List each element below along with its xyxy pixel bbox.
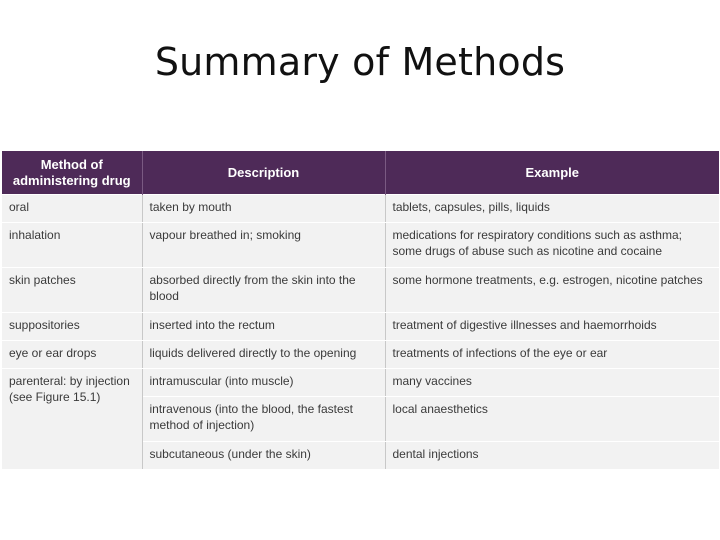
example-cell: dental injections [385, 442, 719, 470]
description-cell: inserted into the rectum [142, 313, 385, 341]
method-cell: suppositories [2, 313, 142, 341]
method-cell: parenteral: by injection (see Figure 15.1) [2, 369, 142, 470]
method-cell: inhalation [2, 223, 142, 268]
method-cell: eye or ear drops [2, 341, 142, 369]
header-description: Description [142, 151, 385, 195]
description-cell: intramuscular (into muscle) [142, 369, 385, 397]
example-cell: some hormone treatments, e.g. estrogen, nicotine patches [385, 268, 719, 313]
header-example: Example [385, 151, 719, 195]
header-method: Method of administering drug [2, 151, 142, 195]
description-cell: vapour breathed in; smoking [142, 223, 385, 268]
example-cell: treatment of digestive illnesses and haemorrhoids [385, 313, 719, 341]
example-cell: treatments of infections of the eye or ear [385, 341, 719, 369]
table-row [2, 341, 719, 369]
table-row [2, 313, 719, 341]
table-header-row [2, 151, 719, 195]
table-row [2, 268, 719, 313]
method-cell: oral [2, 195, 142, 223]
example-cell: local anaesthetics [385, 397, 719, 442]
table-row [2, 195, 719, 223]
description-cell: liquids delivered directly to the opening [142, 341, 385, 369]
slide-title: Summary of Methods [154, 40, 566, 84]
example-cell: many vaccines [385, 369, 719, 397]
table-row [2, 369, 719, 397]
example-cell: tablets, capsules, pills, liquids [385, 195, 719, 223]
description-cell: subcutaneous (under the skin) [142, 442, 385, 470]
description-cell: intravenous (into the blood, the fastest method of injection) [142, 397, 385, 442]
table-row [2, 223, 719, 268]
description-cell: taken by mouth [142, 195, 385, 223]
example-cell: medications for respiratory conditions such as asthma; some drugs of abuse such as nicotine and cocaine [385, 223, 719, 268]
method-cell: skin patches [2, 268, 142, 313]
methods-table [2, 151, 719, 470]
description-cell: absorbed directly from the skin into the blood [142, 268, 385, 313]
